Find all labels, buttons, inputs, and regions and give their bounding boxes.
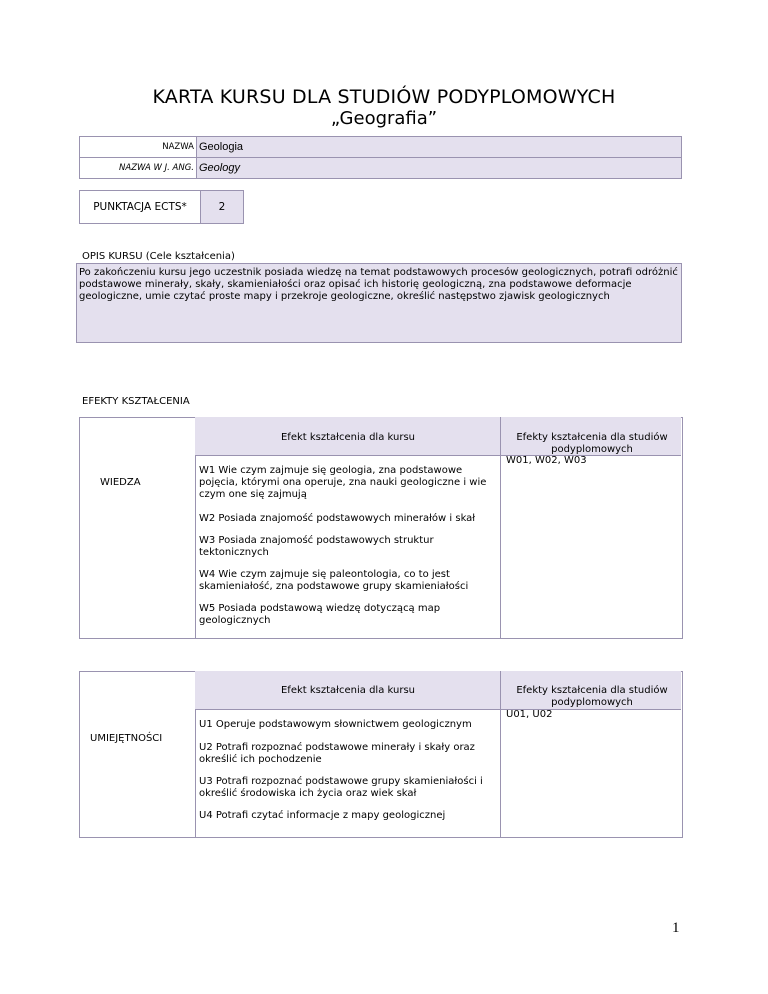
umiejetnosci-col-course: Efekt kształcenia dla kursu <box>280 685 415 696</box>
name-en-label: NAZWA W J. ANG. <box>80 158 197 179</box>
wiedza-item: W4 Wie czym zajmuje się paleontologia, co to jest skamieniałość, zna podstawowe grupy skamieniałości <box>199 569 469 592</box>
wiedza-item: W1 Wie czym zajmuje się geologia, zna podstawowe pojęcia, którymi ona operuje, zna nauki geologiczne i wie czym one się zajmują <box>199 465 487 500</box>
wiedza-category: WIEDZA <box>100 477 141 488</box>
description-box <box>76 263 682 343</box>
description-label: OPIS KURSU (Cele kształcenia) <box>82 251 235 262</box>
document-subtitle: „Geografia” <box>330 108 438 129</box>
document-title: KARTA KURSU DLA STUDIÓW PODYPLOMOWYCH <box>152 86 616 108</box>
umiejetnosci-col-studies: Efekty kształcenia dla studiów podyplomowych <box>516 685 668 708</box>
umiejetnosci-item: U3 Potrafi rozpoznać podstawowe grupy skamieniałości i określić środowiska ich życia oraz wiek skał <box>199 776 483 799</box>
wiedza-item: W2 Posiada znajomość podstawowych minerałów i skał <box>199 513 476 524</box>
ects-label: PUNKTACJA ECTS* <box>80 191 201 224</box>
wiedza-item: W3 Posiada znajomość podstawowych struktur tektonicznych <box>199 535 434 558</box>
umiejetnosci-item: U4 Potrafi czytać informacje z mapy geologicznej <box>199 810 446 821</box>
wiedza-col-course: Efekt kształcenia dla kursu <box>280 432 415 443</box>
outcomes-label: EFEKTY KSZTAŁCENIA <box>82 396 190 407</box>
name-label: NAZWA <box>80 137 197 158</box>
course-name-table <box>79 136 682 179</box>
umiejetnosci-item: U2 Potrafi rozpoznać podstawowe minerały i skały oraz określić ich pochodzenie <box>199 742 475 765</box>
page-number: 1 <box>672 920 680 936</box>
ects-value: 2 <box>201 191 244 224</box>
description-text: Po zakończeniu kursu jego uczestnik posiada wiedzę na temat podstawowych procesów geologicznych, potrafi odróżnić podstawowe minerały, skały, skamieniałości oraz opisać ich historię geologiczną, zna podstawowe deformacje geologiczne, umie czytać proste mapy i przekroje geologiczne, określić następstwo zjawisk geologicznych <box>79 267 678 302</box>
wiedza-item: W5 Posiada podstawową wiedzę dotyczącą map geologicznych <box>199 603 441 626</box>
wiedza-studies-codes: W01, W02, W03 <box>506 455 587 466</box>
ects-table <box>79 190 244 224</box>
umiejetnosci-item: U1 Operuje podstawowym słownictwem geologicznym <box>199 719 472 730</box>
name-value: Geologia <box>197 137 682 158</box>
umiejetnosci-studies-codes: U01, U02 <box>506 709 553 720</box>
wiedza-col-studies: Efekty kształcenia dla studiów podyplomowych <box>516 432 668 455</box>
umiejetnosci-category: UMIEJĘTNOŚCI <box>90 733 163 744</box>
name-en-value: Geology <box>197 158 682 179</box>
